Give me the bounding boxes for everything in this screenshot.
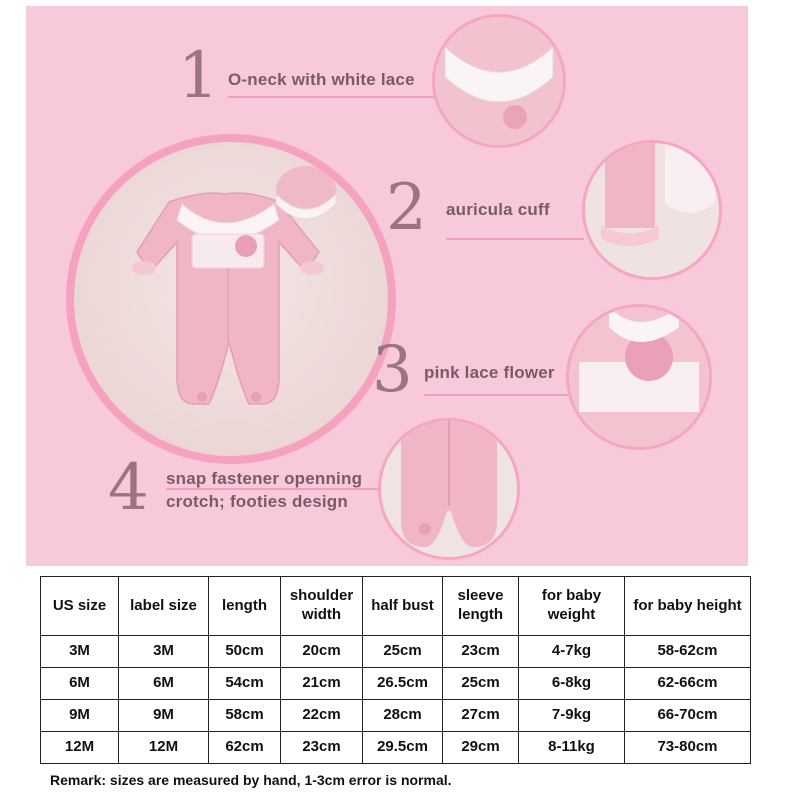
leader-line-1 xyxy=(228,96,434,98)
table-row xyxy=(41,636,751,668)
table-cell: 23cm xyxy=(281,732,363,764)
feature-caption-4-line1: snap fastener openning xyxy=(166,469,363,488)
table-header-row xyxy=(41,577,751,636)
header-sleeve-length: sleeve length xyxy=(443,577,519,636)
feature-number-4: 4 xyxy=(108,451,149,525)
detail-photo-footies xyxy=(378,418,520,560)
table-cell: 22cm xyxy=(281,700,363,732)
header-label-size: label size xyxy=(119,577,209,636)
footies-detail-illustration xyxy=(381,421,517,557)
table-cell: 7-9kg xyxy=(519,700,625,732)
header-us-size: US size xyxy=(41,577,119,636)
feature-caption-1: O-neck with white lace xyxy=(228,70,415,89)
table-cell: 54cm xyxy=(209,668,281,700)
table-row xyxy=(41,700,751,732)
cuff-detail-illustration xyxy=(585,143,719,277)
feature-caption-3: pink lace flower xyxy=(424,363,555,382)
table-cell: 8-11kg xyxy=(519,732,625,764)
table-cell: 29.5cm xyxy=(363,732,443,764)
table-cell: 26.5cm xyxy=(363,668,443,700)
table-cell: 62-66cm xyxy=(625,668,751,700)
leader-line-4 xyxy=(166,488,380,490)
leader-line-3 xyxy=(424,394,568,396)
size-remark: Remark: sizes are measured by hand, 1-3cm error is normal. xyxy=(50,772,452,788)
table-cell: 29cm xyxy=(443,732,519,764)
feature-number-3: 3 xyxy=(372,333,413,407)
detail-photo-cuff xyxy=(582,140,722,280)
table-cell: 12M xyxy=(41,732,119,764)
table-cell: 25cm xyxy=(443,668,519,700)
table-cell: 6-8kg xyxy=(519,668,625,700)
table-cell: 58-62cm xyxy=(625,636,751,668)
header-baby-height: for baby height xyxy=(625,577,751,636)
table-cell: 28cm xyxy=(363,700,443,732)
detail-photo-collar xyxy=(432,14,566,148)
collar-detail-illustration xyxy=(435,17,563,145)
header-half-bust: half bust xyxy=(363,577,443,636)
table-cell: 62cm xyxy=(209,732,281,764)
feature-number-1: 1 xyxy=(178,39,219,113)
table-cell: 3M xyxy=(41,636,119,668)
table-cell: 20cm xyxy=(281,636,363,668)
leader-line-2 xyxy=(446,238,584,240)
table-cell: 21cm xyxy=(281,668,363,700)
table-cell: 58cm xyxy=(209,700,281,732)
feature-number-2: 2 xyxy=(386,171,427,245)
table-cell: 66-70cm xyxy=(625,700,751,732)
header-shoulder-width: shoulder width xyxy=(281,577,363,636)
table-cell: 73-80cm xyxy=(625,732,751,764)
table-cell: 23cm xyxy=(443,636,519,668)
romper-illustration xyxy=(74,142,388,456)
header-length: length xyxy=(209,577,281,636)
header-baby-weight: for baby weight xyxy=(519,577,625,636)
table-cell: 27cm xyxy=(443,700,519,732)
table-cell: 9M xyxy=(119,700,209,732)
main-product-photo xyxy=(66,134,396,464)
table-cell: 6M xyxy=(41,668,119,700)
feature-caption-4-line2: crotch; footies design xyxy=(166,492,348,511)
table-row xyxy=(41,668,751,700)
feature-caption-2: auricula cuff xyxy=(446,200,550,219)
flower-detail-illustration xyxy=(569,307,709,447)
table-cell: 4-7kg xyxy=(519,636,625,668)
table-cell: 9M xyxy=(41,700,119,732)
table-row xyxy=(41,732,751,764)
table-cell: 25cm xyxy=(363,636,443,668)
table-cell: 12M xyxy=(119,732,209,764)
table-cell: 50cm xyxy=(209,636,281,668)
detail-photo-lace-flower xyxy=(566,304,712,450)
table-cell: 3M xyxy=(119,636,209,668)
size-chart-table xyxy=(40,576,751,764)
table-cell: 6M xyxy=(119,668,209,700)
